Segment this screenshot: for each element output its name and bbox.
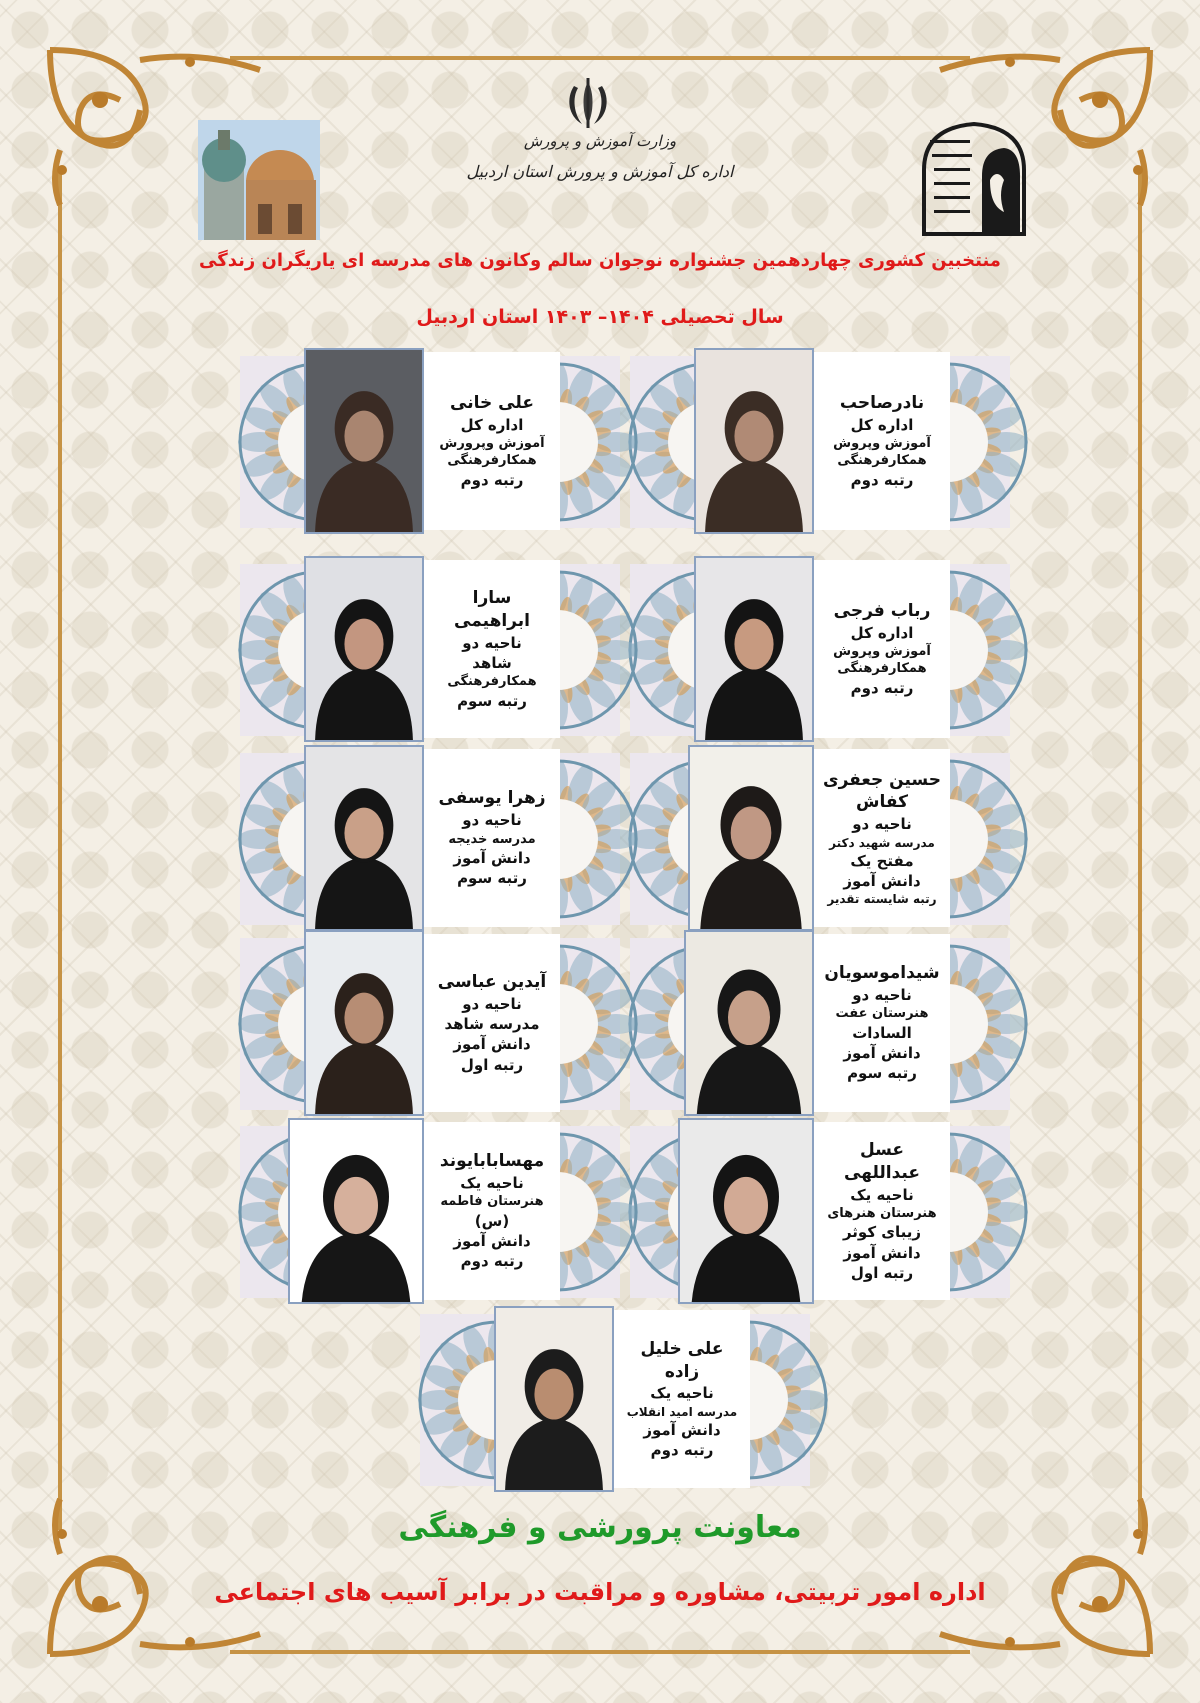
- winner-photo: [288, 1118, 424, 1304]
- winner-detail: ناحیه یک: [650, 1384, 714, 1403]
- winner-card: [240, 348, 620, 534]
- winner-detail: آموزش وپروش: [833, 435, 931, 451]
- office-title: اداره امور تربیتی، مشاوره و مراقبت در برابر آسیب های اجتماعی: [214, 1578, 986, 1606]
- winner-photo: [304, 556, 424, 742]
- winner-name: رباب فرجی: [833, 600, 931, 621]
- winner-info: [424, 560, 560, 738]
- winner-detail: رتبه شایسته تقدیر: [827, 892, 937, 907]
- winner-detail: اداره کل: [850, 415, 914, 434]
- winner-detail: همکارفرهنگی: [837, 661, 927, 677]
- winner-photo: [494, 1306, 614, 1492]
- winner-card: [630, 348, 1010, 534]
- winner-card: [630, 1118, 1010, 1304]
- winner-detail: رتبه اول: [460, 1055, 524, 1074]
- winner-card: [630, 930, 1010, 1116]
- winner-card: [240, 930, 620, 1116]
- winner-photo: [304, 745, 424, 931]
- mosque-image: [198, 120, 320, 240]
- winner-photo: [694, 348, 814, 534]
- winner-detail: آموزش وپرورش: [439, 435, 545, 451]
- winner-detail: زیبای کوثر: [842, 1223, 922, 1242]
- winner-detail: رتبه دوم: [460, 471, 524, 490]
- winner-card: [240, 745, 620, 931]
- winner-detail: ناحیه دو: [852, 986, 912, 1005]
- winner-detail: السادات: [852, 1023, 912, 1042]
- winner-detail: همکارفرهنگی: [447, 453, 537, 469]
- winner-info: [814, 1122, 950, 1300]
- winner-detail: رتبه دوم: [650, 1441, 714, 1460]
- winner-card: [240, 1118, 620, 1304]
- winner-info: [424, 352, 560, 530]
- winner-detail: آموزش وپروش: [833, 643, 931, 659]
- winner-detail: دانش آموز: [843, 872, 921, 891]
- frame-bottom: [230, 1650, 970, 1654]
- winner-info: [614, 1310, 750, 1488]
- winner-card: [630, 745, 1010, 931]
- winner-detail: ناحیه یک: [850, 1185, 914, 1204]
- winner-name: سارا ابراهیمی: [454, 587, 530, 631]
- winner-photo: [304, 930, 424, 1116]
- winner-photo: [694, 556, 814, 742]
- winner-detail: ناحیه یک: [460, 1174, 524, 1193]
- winner-info: [814, 749, 950, 927]
- winner-name: آیدین عباسی: [437, 972, 547, 993]
- winner-detail: رتبه سوم: [457, 869, 527, 888]
- winner-detail: رتبه دوم: [850, 679, 914, 698]
- winner-info: [814, 560, 950, 738]
- winner-detail: هنرستان عفت: [835, 1006, 929, 1022]
- winner-detail: هنرستان فاطمه: [440, 1194, 544, 1210]
- winner-name: مهسابابایوند: [439, 1151, 545, 1172]
- winner-detail: دانش آموز: [643, 1420, 721, 1439]
- winner-name: علی خلیل زاده: [640, 1338, 724, 1382]
- winner-detail: رتبه سوم: [457, 691, 527, 710]
- winner-detail: ناحیه دو: [852, 815, 912, 834]
- winner-info: [814, 934, 950, 1112]
- winner-photo: [688, 745, 814, 931]
- winner-photo: [304, 348, 424, 534]
- winner-card: [420, 1306, 810, 1492]
- winner-detail: رتبه دوم: [460, 1252, 524, 1271]
- frame-left: [58, 170, 62, 1530]
- winner-card: [630, 556, 1010, 742]
- winner-detail: مدرسه شاهد: [444, 1015, 540, 1034]
- winner-card: [240, 556, 620, 742]
- winner-name: علی خانی: [450, 392, 534, 413]
- ardabil-school-logo: [920, 120, 1028, 236]
- page-subtitle: سال تحصیلی ۱۴۰۴– ۱۴۰۳ استان اردبیل: [416, 306, 784, 328]
- winner-detail: رتبه اول: [850, 1263, 914, 1282]
- winner-detail: دانش آموز: [453, 1232, 531, 1251]
- winner-info: [424, 749, 560, 927]
- province-office-name: اداره کل آموزش و پرورش استان اردبیل: [466, 162, 734, 181]
- winner-name: شیداموسویان: [824, 963, 940, 984]
- winner-detail: مدرسه شهید دکتر: [829, 835, 935, 850]
- winner-name: حسین جعفری کفاش: [823, 769, 941, 813]
- iran-emblem-icon: [560, 76, 616, 132]
- winner-info: [814, 352, 950, 530]
- winner-name: نادرصاحب: [839, 392, 925, 413]
- winner-detail: ناحیه دو: [462, 811, 522, 830]
- winner-photo: [684, 930, 814, 1116]
- winner-detail: دانش آموز: [843, 1044, 921, 1063]
- winner-detail: شاهد: [472, 654, 512, 673]
- winner-info: [424, 1122, 560, 1300]
- winner-detail: ناحیه دو: [462, 633, 522, 652]
- winner-detail: مدرسه خدیجه: [448, 831, 536, 847]
- winner-detail: دانش آموز: [843, 1243, 921, 1262]
- frame-right: [1138, 170, 1142, 1530]
- winner-detail: اداره کل: [850, 623, 914, 642]
- deputy-title: معاونت پرورشی و فرهنگی: [398, 1510, 802, 1545]
- winner-detail: رتبه دوم: [850, 471, 914, 490]
- frame-top: [230, 56, 970, 60]
- winner-detail: همکارفرهنگی: [447, 674, 537, 690]
- winner-detail: مفتح یک: [850, 851, 914, 870]
- winner-info: [424, 934, 560, 1112]
- winner-detail: مدرسه امید انقلاب: [626, 1404, 738, 1419]
- winner-detail: دانش آموز: [453, 849, 531, 868]
- winner-name: زهرا یوسفی: [438, 788, 546, 809]
- winner-name: عسل عبداللهی: [844, 1139, 920, 1183]
- winner-photo: [678, 1118, 814, 1304]
- winner-detail: هنرستان هنرهای: [827, 1205, 937, 1221]
- winner-detail: ناحیه دو: [462, 994, 522, 1013]
- winner-detail: رتبه سوم: [847, 1064, 917, 1083]
- winner-detail: اداره کل: [460, 415, 524, 434]
- winner-detail: (س): [474, 1211, 510, 1230]
- ministry-name: وزارت آموزش و پرورش: [523, 132, 677, 150]
- winner-detail: همکارفرهنگی: [837, 453, 927, 469]
- winner-detail: دانش آموز: [453, 1035, 531, 1054]
- page-title: منتخبین کشوری چهاردهمین جشنواره نوجوان سالم وکانون های مدرسه ای یاریگران زندگی: [199, 250, 1001, 271]
